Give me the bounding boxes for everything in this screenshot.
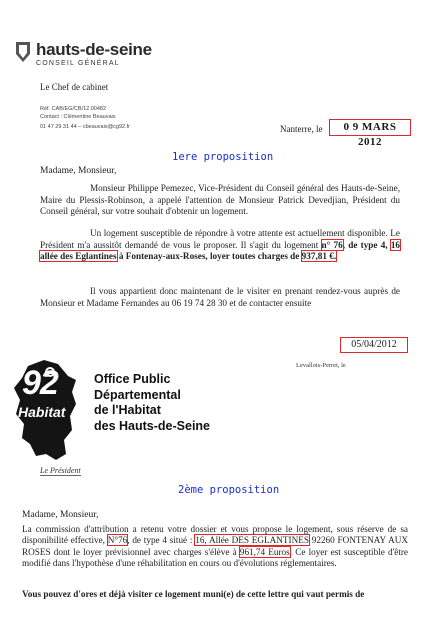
salutation: Madame, Monsieur, [40, 166, 117, 176]
org-name: hauts-de-seine [36, 40, 152, 59]
contact: Contact : Clémentine Beauvais [40, 114, 116, 120]
offer-text: La commission d'attribution a retenu votre dossier et vous propose le logement, sous réserve de sa disponibilité effective, [22, 524, 408, 546]
reference: Réf. CAB/EG/CB/12.00482 [40, 106, 107, 112]
offer-text: Un logement susceptible de répondre à votre attente est actuellement disponible. Le Président m'a aussitôt demandé de vous le proposer. Il s'agit du logement [40, 228, 400, 250]
rent-text: 92260 FONTENAY AUX ROSES dont le loyer prévisionnel avec charges s'élève à [22, 535, 408, 557]
org-line: Office Public [94, 372, 171, 386]
rent-amount: 961,74 Euros [239, 546, 290, 557]
place-label: Nanterre, le [280, 124, 323, 134]
org-block [94, 372, 210, 434]
unit-number: n° 76 [321, 239, 343, 250]
unit-type: , de type 4 situé : [127, 535, 193, 546]
second-proposal-label: 2ème proposition [178, 484, 280, 496]
badge-word: Habitat [18, 404, 66, 420]
org-line: des Hauts-de-Seine [94, 418, 211, 433]
date-stamp: 05/04/2012 [340, 337, 408, 353]
org-line: de l'Habitat [94, 403, 161, 417]
unit-number: N°76 [107, 535, 128, 546]
org-line: Départemental [94, 387, 181, 402]
hauts-de-seine-logo-icon [14, 40, 32, 64]
rent-text: à Fontenay-aux-Roses, loyer toutes charges de [118, 251, 300, 262]
rent-amount: 937,81 €. [301, 251, 337, 262]
unit-type: , de type 4, [342, 239, 388, 250]
president-title: Le Président [40, 466, 81, 475]
paragraph-offer [40, 228, 400, 263]
rent-note: . Ce loyer est susceptible d'être modifié dans l'hypothèse d'une réhabilitation en cours ou d'évolutions réglementaires. [22, 546, 409, 569]
paragraph-offer [22, 524, 408, 570]
sender-title: Le Chef de cabinet [40, 82, 109, 92]
badge-number: 92 [22, 364, 58, 402]
address: 16 allée des Eglantines [40, 239, 400, 262]
paragraph: Monsieur Philippe Pemezec, Vice-Président du Conseil général des Hauts-de-Seine, Maire du Plessis-Robinson, a appelé l'attention de Monsieur Patrick Devedjian, Président du Conseil général, sur votre souhait d'obtenir un logement. [40, 183, 400, 217]
org-subtitle: CONSEIL GÉNÉRAL [36, 60, 120, 67]
paragraph: Il vous appartient donc maintenant de le visiter en prenant rendez-vous auprès de Monsieur et Madame Fernandes au 06 19 74 28 30 et de contacter ensuite [40, 286, 400, 308]
place-label: Levallois-Perret, le [296, 362, 346, 369]
salutation: Madame, Monsieur, [22, 510, 99, 520]
paragraph: Vous pouvez d'ores et déjà visiter ce logement muni(e) de cette lettre qui vaut permis de [22, 589, 365, 599]
address: 16, Allée DES EGLANTINES [195, 535, 309, 546]
date-stamp: 0 9 MARS 2012 [329, 119, 411, 136]
phone-email: 01 47 29 31 44 – cbeauvais@cg92.fr [40, 124, 130, 130]
first-proposal-label: 1ere proposition [172, 151, 274, 163]
